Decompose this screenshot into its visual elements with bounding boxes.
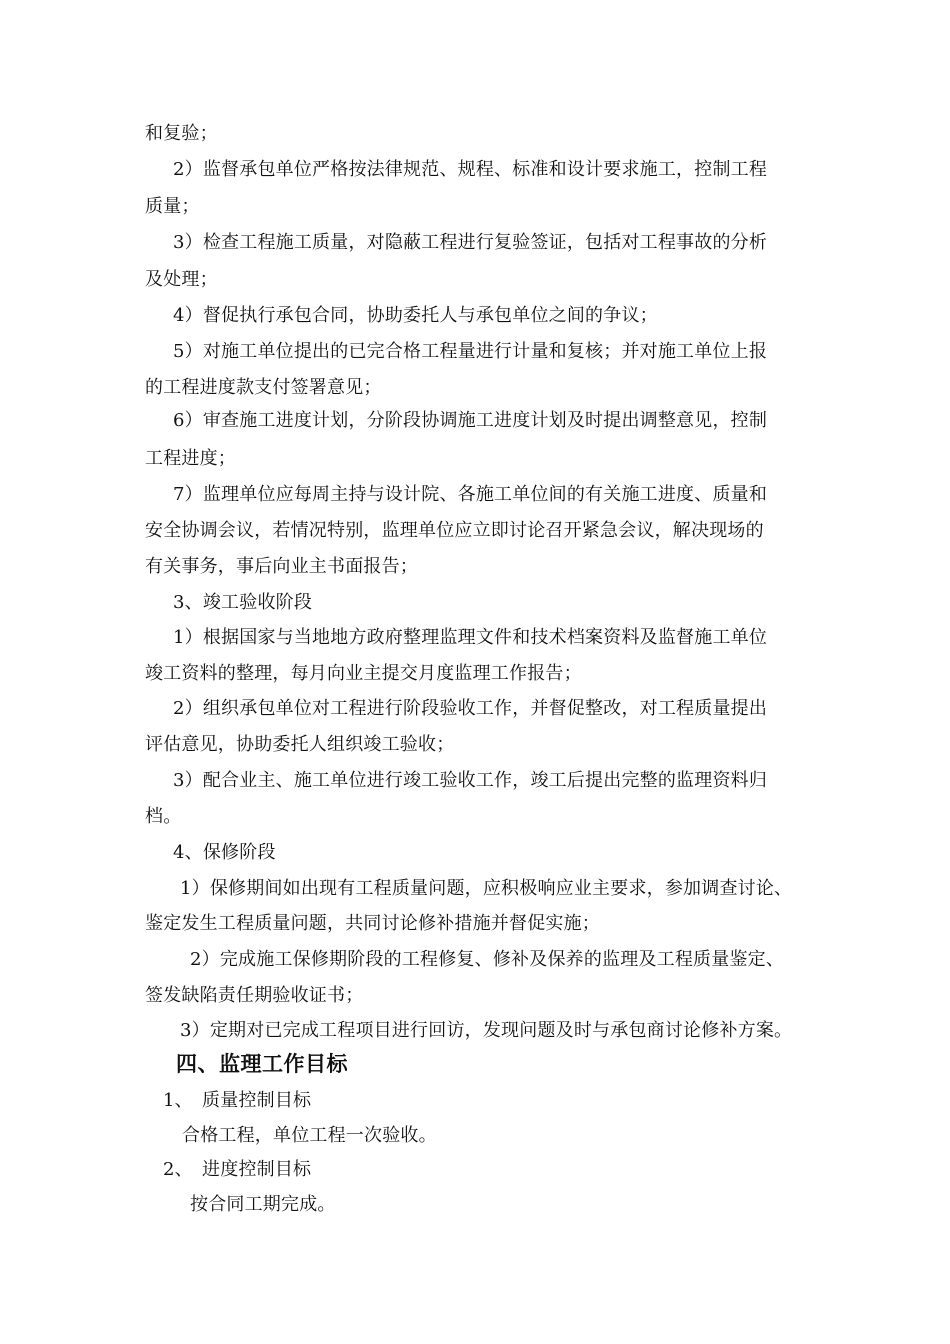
goal-text: 按合同工期完成。 xyxy=(190,1194,336,1215)
text-line: 签发缺陷责任期验收证书； xyxy=(145,985,364,1006)
text-line: 有关事务，事后向业主书面报告； xyxy=(145,556,418,577)
text-line: 档。 xyxy=(145,806,182,827)
text-line: 5）对施工单位提出的已完合格工程量进行计量和复核；并对施工单位上报 xyxy=(173,341,768,362)
text-line: 3）配合业主、施工单位进行竣工验收工作，竣工后提出完整的监理资料归 xyxy=(173,770,768,791)
text-line: 和复验； xyxy=(145,123,218,144)
text-line: 质量； xyxy=(145,196,200,217)
text-line: 及处理； xyxy=(145,269,218,290)
text-line: 的工程进度款支付签署意见； xyxy=(145,377,382,398)
text-line: 1）根据国家与当地地方政府整理监理文件和技术档案资料及监督施工单位 xyxy=(173,627,768,648)
text-line: 1）保修期间如出现有工程质量问题，应积极响应业主要求，参加调查讨论、 xyxy=(180,878,793,899)
text-line: 安全协调会议，若情况特别，监理单位应立即讨论召开紧急会议，解决现场的 xyxy=(145,520,764,541)
subsection-title: 4、保修阶段 xyxy=(173,842,276,863)
text-line: 工程进度； xyxy=(145,448,236,469)
text-line: 6）审查施工进度计划，分阶段协调施工进度计划及时提出调整意见，控制 xyxy=(173,410,768,431)
subsection-title: 3、竣工验收阶段 xyxy=(173,592,313,613)
text-line: 3）定期对已完成工程项目进行回访，发现问题及时与承包商讨论修补方案。 xyxy=(180,1020,793,1041)
text-line: 4）督促执行承包合同，协助委托人与承包单位之间的争议； xyxy=(173,305,658,326)
text-line: 2）监督承包单位严格按法律规范、规程、标准和设计要求施工，控制工程 xyxy=(173,159,768,180)
text-line: 7）监理单位应每周主持与设计院、各施工单位间的有关施工进度、质量和 xyxy=(173,484,768,505)
text-line: 鉴定发生工程质量问题，共同讨论修补措施并督促实施； xyxy=(145,913,600,934)
text-line: 2）组织承包单位对工程进行阶段验收工作，并督促整改，对工程质量提出 xyxy=(173,698,768,719)
text-line: 3）检查工程施工质量，对隐蔽工程进行复验签证，包括对工程事故的分析 xyxy=(173,232,768,253)
text-line: 2）完成施工保修期阶段的工程修复、修补及保养的监理及工程质量鉴定、 xyxy=(190,949,785,970)
goal-title: 1、 质量控制目标 xyxy=(163,1090,312,1111)
section-heading: 四、监理工作目标 xyxy=(176,1052,348,1076)
goal-title: 2、 进度控制目标 xyxy=(163,1159,312,1180)
goal-text: 合格工程，单位工程一次验收。 xyxy=(182,1125,437,1146)
text-line: 竣工资料的整理，每月向业主提交月度监理工作报告； xyxy=(145,663,582,684)
text-line: 评估意见，协助委托人组织竣工验收； xyxy=(145,734,455,755)
